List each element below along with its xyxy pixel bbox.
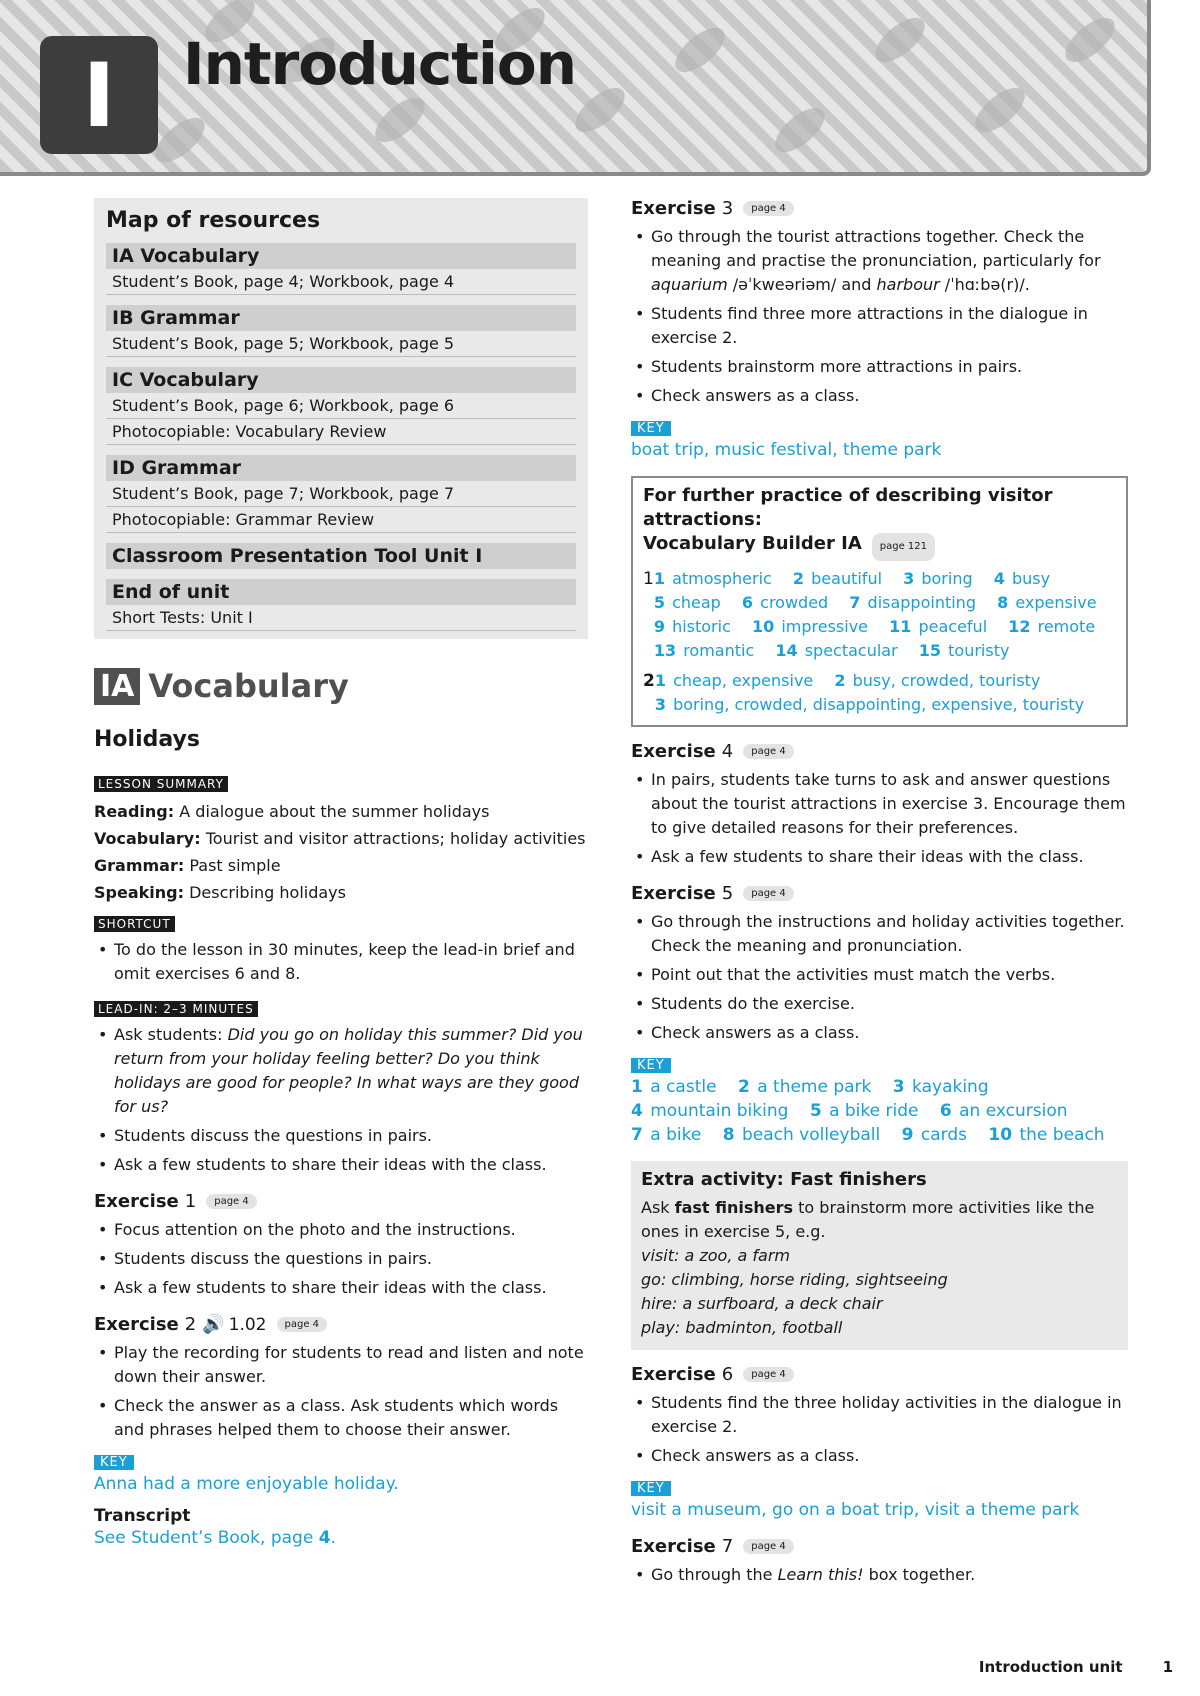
page-reference: page 4 <box>277 1317 328 1332</box>
answer-text: cheap, expensive <box>673 671 814 690</box>
key-label: KEY <box>631 1058 671 1073</box>
transcript-label: Transcript <box>94 1506 191 1526</box>
page-reference: page 4 <box>743 1367 794 1382</box>
map-item: Photocopiable: Grammar Review <box>106 507 576 533</box>
answer-text: cards <box>920 1125 967 1145</box>
map-heading: IC Vocabulary <box>106 367 576 393</box>
question-number: 2 <box>643 671 655 691</box>
answer-item <box>997 593 1097 612</box>
bullet-item: • Check the answer as a class. Ask students which words and phrases helped them to choose their answer. <box>94 1394 588 1442</box>
exercise-label: Exercise <box>94 1191 179 1212</box>
answer-number: 2 <box>737 1077 750 1097</box>
bullet-item <box>94 1023 588 1119</box>
page-reference: page 4 <box>206 1194 257 1209</box>
answer-number: 9 <box>653 617 665 636</box>
answer-number: 1 <box>653 569 665 588</box>
bullet-item: • Go through the instructions and holiday activities together. Check the meaning and pronunciation. <box>631 910 1128 958</box>
page-reference: page 4 <box>743 886 794 901</box>
map-item: Student’s Book, page 7; Workbook, page 7 <box>106 481 576 507</box>
summary-line <box>94 825 588 852</box>
answer-number: 3 <box>903 569 915 588</box>
answer-text: the beach <box>1019 1125 1105 1145</box>
answer-item <box>655 671 813 690</box>
map-item: Student’s Book, page 4; Workbook, page 4 <box>106 269 576 295</box>
section-heading <box>94 667 588 705</box>
answer-number: 9 <box>901 1125 914 1145</box>
exercise-number: 3 <box>721 198 734 219</box>
bullet-item: • Focus attention on the photo and the instructions. <box>94 1218 588 1242</box>
answer-item <box>742 593 828 612</box>
map-heading: IB Grammar <box>106 305 576 331</box>
answer-number: 4 <box>631 1101 643 1121</box>
example-line <box>641 1244 1118 1268</box>
answer-item <box>919 641 1010 660</box>
bullet-item: • Check answers as a class. <box>631 1021 1128 1045</box>
page-reference: page 121 <box>872 533 935 561</box>
answer-list <box>655 669 1116 717</box>
summary-text: A dialogue about the summer holidays <box>179 802 490 821</box>
answer-number: 10 <box>988 1125 1013 1145</box>
bullet-item <box>631 1563 1128 1587</box>
summary-line <box>94 879 588 906</box>
transcript-end: . <box>330 1528 336 1548</box>
summary-text: Past simple <box>189 856 281 875</box>
box-subtitle <box>643 532 1116 561</box>
answer-item <box>654 641 754 660</box>
answer-text: romantic <box>683 641 755 660</box>
summary-line <box>94 798 588 825</box>
transcript-text <box>94 1526 588 1550</box>
answer-text: historic <box>672 617 731 636</box>
bullet-item: • Check answers as a class. <box>631 1444 1128 1468</box>
page-footer <box>979 1658 1173 1676</box>
page-reference: page 4 <box>743 1539 794 1554</box>
answer-item <box>902 1125 967 1145</box>
exercise-4-heading <box>631 741 1128 762</box>
exercise-4-list <box>631 768 1128 869</box>
answer-number: 3 <box>654 695 666 714</box>
answer-text: beach volleyball <box>741 1125 881 1145</box>
bullet-item: • Students find three more attractions in the dialogue in exercise 2. <box>631 302 1128 350</box>
leadin-list <box>94 1023 588 1177</box>
page-reference: page 4 <box>743 744 794 759</box>
answer-text: a castle <box>650 1077 717 1097</box>
key-label: KEY <box>631 1481 671 1496</box>
lesson-summary <box>94 798 588 906</box>
map-item: Short Tests: Unit I <box>106 605 576 631</box>
answer-item <box>631 1125 701 1145</box>
map-heading: IA Vocabulary <box>106 243 576 269</box>
exercise-number: 2 <box>184 1314 197 1335</box>
answer-text: a theme park <box>757 1077 872 1097</box>
bullet-item: • Students do the exercise. <box>631 992 1128 1016</box>
exercise-2-heading <box>94 1314 588 1335</box>
answer-number: 7 <box>849 593 861 612</box>
answer-number: 2 <box>792 569 805 588</box>
builder-name: Vocabulary Builder IA <box>643 533 862 554</box>
transcript-ref: See Student’s Book, page <box>94 1528 319 1548</box>
key-answer: boat trip, music festival, theme park <box>631 440 942 460</box>
answer-number: 2 <box>834 671 846 690</box>
answer-text: disappointing <box>867 593 976 612</box>
exercise-2-list <box>94 1341 588 1442</box>
bullet-item: • Play the recording for students to read and listen and note down their answer. <box>94 1341 588 1389</box>
summary-text: Tourist and visitor attractions; holiday activities <box>205 829 586 848</box>
exercise-3-list <box>631 225 1128 408</box>
map-of-resources <box>94 198 588 639</box>
map-heading: End of unit <box>106 579 576 605</box>
answer-item <box>893 1077 989 1097</box>
answer-text: beautiful <box>811 569 883 588</box>
answer-text: boring <box>921 569 973 588</box>
answer-number: 1 <box>654 671 666 690</box>
key-label: KEY <box>94 1455 134 1470</box>
key-answer: Anna had a more enjoyable holiday. <box>94 1474 399 1494</box>
bullet-item: • Students find the three holiday activities in the dialogue in exercise 2. <box>631 1391 1128 1439</box>
key-answer <box>631 1075 1128 1147</box>
vocabulary-builder-box <box>631 476 1128 727</box>
answer-number: 15 <box>918 641 942 660</box>
answer-item <box>940 1101 1068 1121</box>
pronunciation: /ˈhɑːbə(r)/. <box>939 275 1030 294</box>
extra-activity-box <box>631 1161 1128 1350</box>
answer-text: touristy <box>948 641 1010 660</box>
map-item: Student’s Book, page 6; Workbook, page 6 <box>106 393 576 419</box>
example: go: climbing, horse riding, sightseeing <box>641 1270 948 1289</box>
answer-text: mountain biking <box>650 1101 789 1121</box>
answer-item <box>654 569 772 588</box>
answer-item <box>654 617 731 636</box>
answer-item <box>834 671 1040 690</box>
exercise-5-list <box>631 910 1128 1045</box>
section-badge: IA <box>94 668 140 705</box>
answer-item <box>793 569 882 588</box>
exercise-number: 4 <box>721 741 734 762</box>
answer-text: a bike <box>650 1125 702 1145</box>
lesson-title: Holidays <box>94 727 200 752</box>
bullet-item: • Ask a few students to share their ideas with the class. <box>94 1276 588 1300</box>
exercise-1-list <box>94 1218 588 1300</box>
answer-number: 8 <box>722 1125 735 1145</box>
exercise-label: Exercise <box>631 883 716 904</box>
answer-number: 12 <box>1008 617 1031 636</box>
unit-number-badge: I <box>40 36 158 154</box>
audio-icon: 🔊 <box>202 1314 225 1335</box>
answer-number: 14 <box>775 641 798 660</box>
footer-label: Introduction unit <box>978 1658 1123 1676</box>
bullet-italic: Learn this! <box>777 1565 864 1584</box>
leadin-tag: LEAD-IN: 2–3 MINUTES <box>94 1001 258 1017</box>
answer-item <box>849 593 976 612</box>
answer-number: 7 <box>631 1125 643 1145</box>
word-harbour: harbour <box>876 275 940 294</box>
exercise-number: 6 <box>721 1364 734 1385</box>
bullet-item: • Ask a few students to share their ideas with the class. <box>631 845 1128 869</box>
example-line <box>641 1316 1118 1340</box>
bullet-item: • Students discuss the questions in pairs. <box>94 1247 588 1271</box>
bullet-item: • Ask a few students to share their ideas with the class. <box>94 1153 588 1177</box>
lesson-summary-tag: LESSON SUMMARY <box>94 776 228 792</box>
answer-number: 6 <box>939 1101 952 1121</box>
answer-number: 11 <box>889 617 912 636</box>
key-label: KEY <box>631 421 671 436</box>
unit-title: Introduction <box>183 30 576 98</box>
map-heading: Classroom Presentation Tool Unit I <box>106 543 576 569</box>
box-title: For further practice of describing visitor attractions: <box>643 485 1053 530</box>
bullet-item: • In pairs, students take turns to ask and answer questions about the tourist attractions in exercise 3. Encourage them to give detailed reasons for their preferences. <box>631 768 1128 840</box>
answer-number: 5 <box>809 1101 822 1121</box>
exercise-label: Exercise <box>631 741 716 762</box>
answer-item <box>752 617 868 636</box>
exercise-5-heading <box>631 883 1128 904</box>
example-line <box>641 1268 1118 1292</box>
exercise-number: 7 <box>721 1536 734 1557</box>
summary-label: Speaking: <box>94 883 184 902</box>
shortcut-list <box>94 938 588 986</box>
answer-number: 4 <box>993 569 1005 588</box>
exercise-label: Exercise <box>94 1314 179 1335</box>
bullet-item: • Students discuss the questions in pairs. <box>94 1124 588 1148</box>
box-question-1 <box>643 567 1116 663</box>
example: play: badminton, football <box>641 1318 843 1337</box>
summary-label: Grammar: <box>94 856 185 875</box>
example: hire: a surfboard, a deck chair <box>641 1294 883 1313</box>
audio-track: 1.02 <box>228 1314 267 1335</box>
exercise-number: 5 <box>721 883 734 904</box>
answer-text: atmospheric <box>672 569 772 588</box>
answer-text: busy, crowded, touristy <box>852 671 1041 690</box>
answer-text: boring, crowded, disappointing, expensive, touristy <box>673 695 1085 714</box>
pronunciation: /əˈkweəriəm/ and <box>727 275 877 294</box>
text: Ask <box>641 1198 675 1217</box>
answer-text: expensive <box>1015 593 1097 612</box>
answer-number: 5 <box>653 593 665 612</box>
map-item: Student’s Book, page 5; Workbook, page 5 <box>106 331 576 357</box>
exercise-6-heading <box>631 1364 1128 1385</box>
exercise-label: Exercise <box>631 1536 716 1557</box>
answer-item <box>889 617 987 636</box>
bullet-italic: Did you go on holiday this summer? Did you return from your holiday feeling better? Do you think holidays are good for people? In what ways are they good for us? <box>114 1025 583 1116</box>
text: to brainstorm more activities like the ones in exercise 5, e.g. <box>641 1198 1095 1241</box>
answer-number: 8 <box>997 593 1009 612</box>
exercise-6-list <box>631 1391 1128 1468</box>
summary-text: Describing holidays <box>189 883 346 902</box>
answer-number: 10 <box>751 617 775 636</box>
answer-text: kayaking <box>912 1077 989 1097</box>
answer-item <box>723 1125 881 1145</box>
bullet-text: box together. <box>863 1565 976 1584</box>
word-aquarium: aquarium <box>651 275 728 294</box>
box-question-2 <box>643 669 1116 717</box>
bullet-text: Ask students: <box>114 1025 228 1044</box>
bullet-item: • To do the lesson in 30 minutes, keep the lead-in brief and omit exercises 6 and 8. <box>94 938 588 986</box>
answer-item <box>738 1077 871 1097</box>
map-title: Map of resources <box>106 208 321 233</box>
exercise-label: Exercise <box>631 1364 716 1385</box>
exercise-7-list <box>631 1563 1128 1587</box>
exercise-7-heading <box>631 1536 1128 1557</box>
answer-item <box>1008 617 1095 636</box>
bullet-item: • Point out that the activities must match the verbs. <box>631 963 1128 987</box>
exercise-1-heading <box>94 1191 588 1212</box>
example-line <box>641 1292 1118 1316</box>
answer-item <box>810 1101 919 1121</box>
answer-text: impressive <box>781 617 869 636</box>
left-column <box>94 198 588 1550</box>
answer-item <box>631 1101 788 1121</box>
answer-text: busy <box>1011 569 1051 588</box>
right-column <box>631 198 1128 1592</box>
question-number: 1 <box>643 569 654 589</box>
answer-number: 1 <box>631 1077 643 1097</box>
section-title: Vocabulary <box>148 667 349 705</box>
page-reference: page 4 <box>743 201 794 216</box>
answer-number: 13 <box>653 641 677 660</box>
answer-item <box>775 641 897 660</box>
bullet-text: Go through the <box>651 1565 778 1584</box>
answer-text: cheap <box>672 593 721 612</box>
answer-item <box>631 1077 717 1097</box>
exercise-3-heading <box>631 198 1128 219</box>
answer-number: 3 <box>892 1077 905 1097</box>
bullet-item: • Students brainstorm more attractions in pairs. <box>631 355 1128 379</box>
answer-text: crowded <box>760 593 829 612</box>
answer-text: peaceful <box>918 617 988 636</box>
answer-number: 6 <box>741 593 754 612</box>
answer-text: remote <box>1037 617 1096 636</box>
exercise-label: Exercise <box>631 198 716 219</box>
map-item: Photocopiable: Vocabulary Review <box>106 419 576 445</box>
answer-text: spectacular <box>804 641 898 660</box>
bullet-item <box>631 225 1128 297</box>
answer-text: a bike ride <box>829 1101 919 1121</box>
summary-label: Reading: <box>94 802 175 821</box>
summary-line <box>94 852 588 879</box>
shortcut-tag: SHORTCUT <box>94 916 175 932</box>
transcript-page: 4 <box>318 1528 331 1548</box>
answer-item <box>654 593 721 612</box>
example: visit: a zoo, a farm <box>641 1246 790 1265</box>
answer-item <box>903 569 973 588</box>
answer-item <box>988 1125 1104 1145</box>
extra-activity-title: Extra activity: Fast finishers <box>641 1169 927 1190</box>
extra-activity-text <box>641 1196 1118 1244</box>
page-number: 1 <box>1162 1658 1173 1676</box>
answer-list <box>654 567 1116 663</box>
map-heading: ID Grammar <box>106 455 576 481</box>
summary-label: Vocabulary: <box>94 829 201 848</box>
answer-text: an excursion <box>959 1101 1068 1121</box>
answer-item <box>655 695 1084 714</box>
exercise-number: 1 <box>184 1191 197 1212</box>
answer-item <box>994 569 1050 588</box>
unit-header <box>0 0 1151 176</box>
key-answer: visit a museum, go on a boat trip, visit a theme park <box>631 1500 1080 1520</box>
text-bold: fast finishers <box>674 1198 794 1217</box>
bullet-text: Go through the tourist attractions together. Check the meaning and practise the pronunciation, particularly for <box>651 227 1101 270</box>
bullet-item: • Check answers as a class. <box>631 384 1128 408</box>
